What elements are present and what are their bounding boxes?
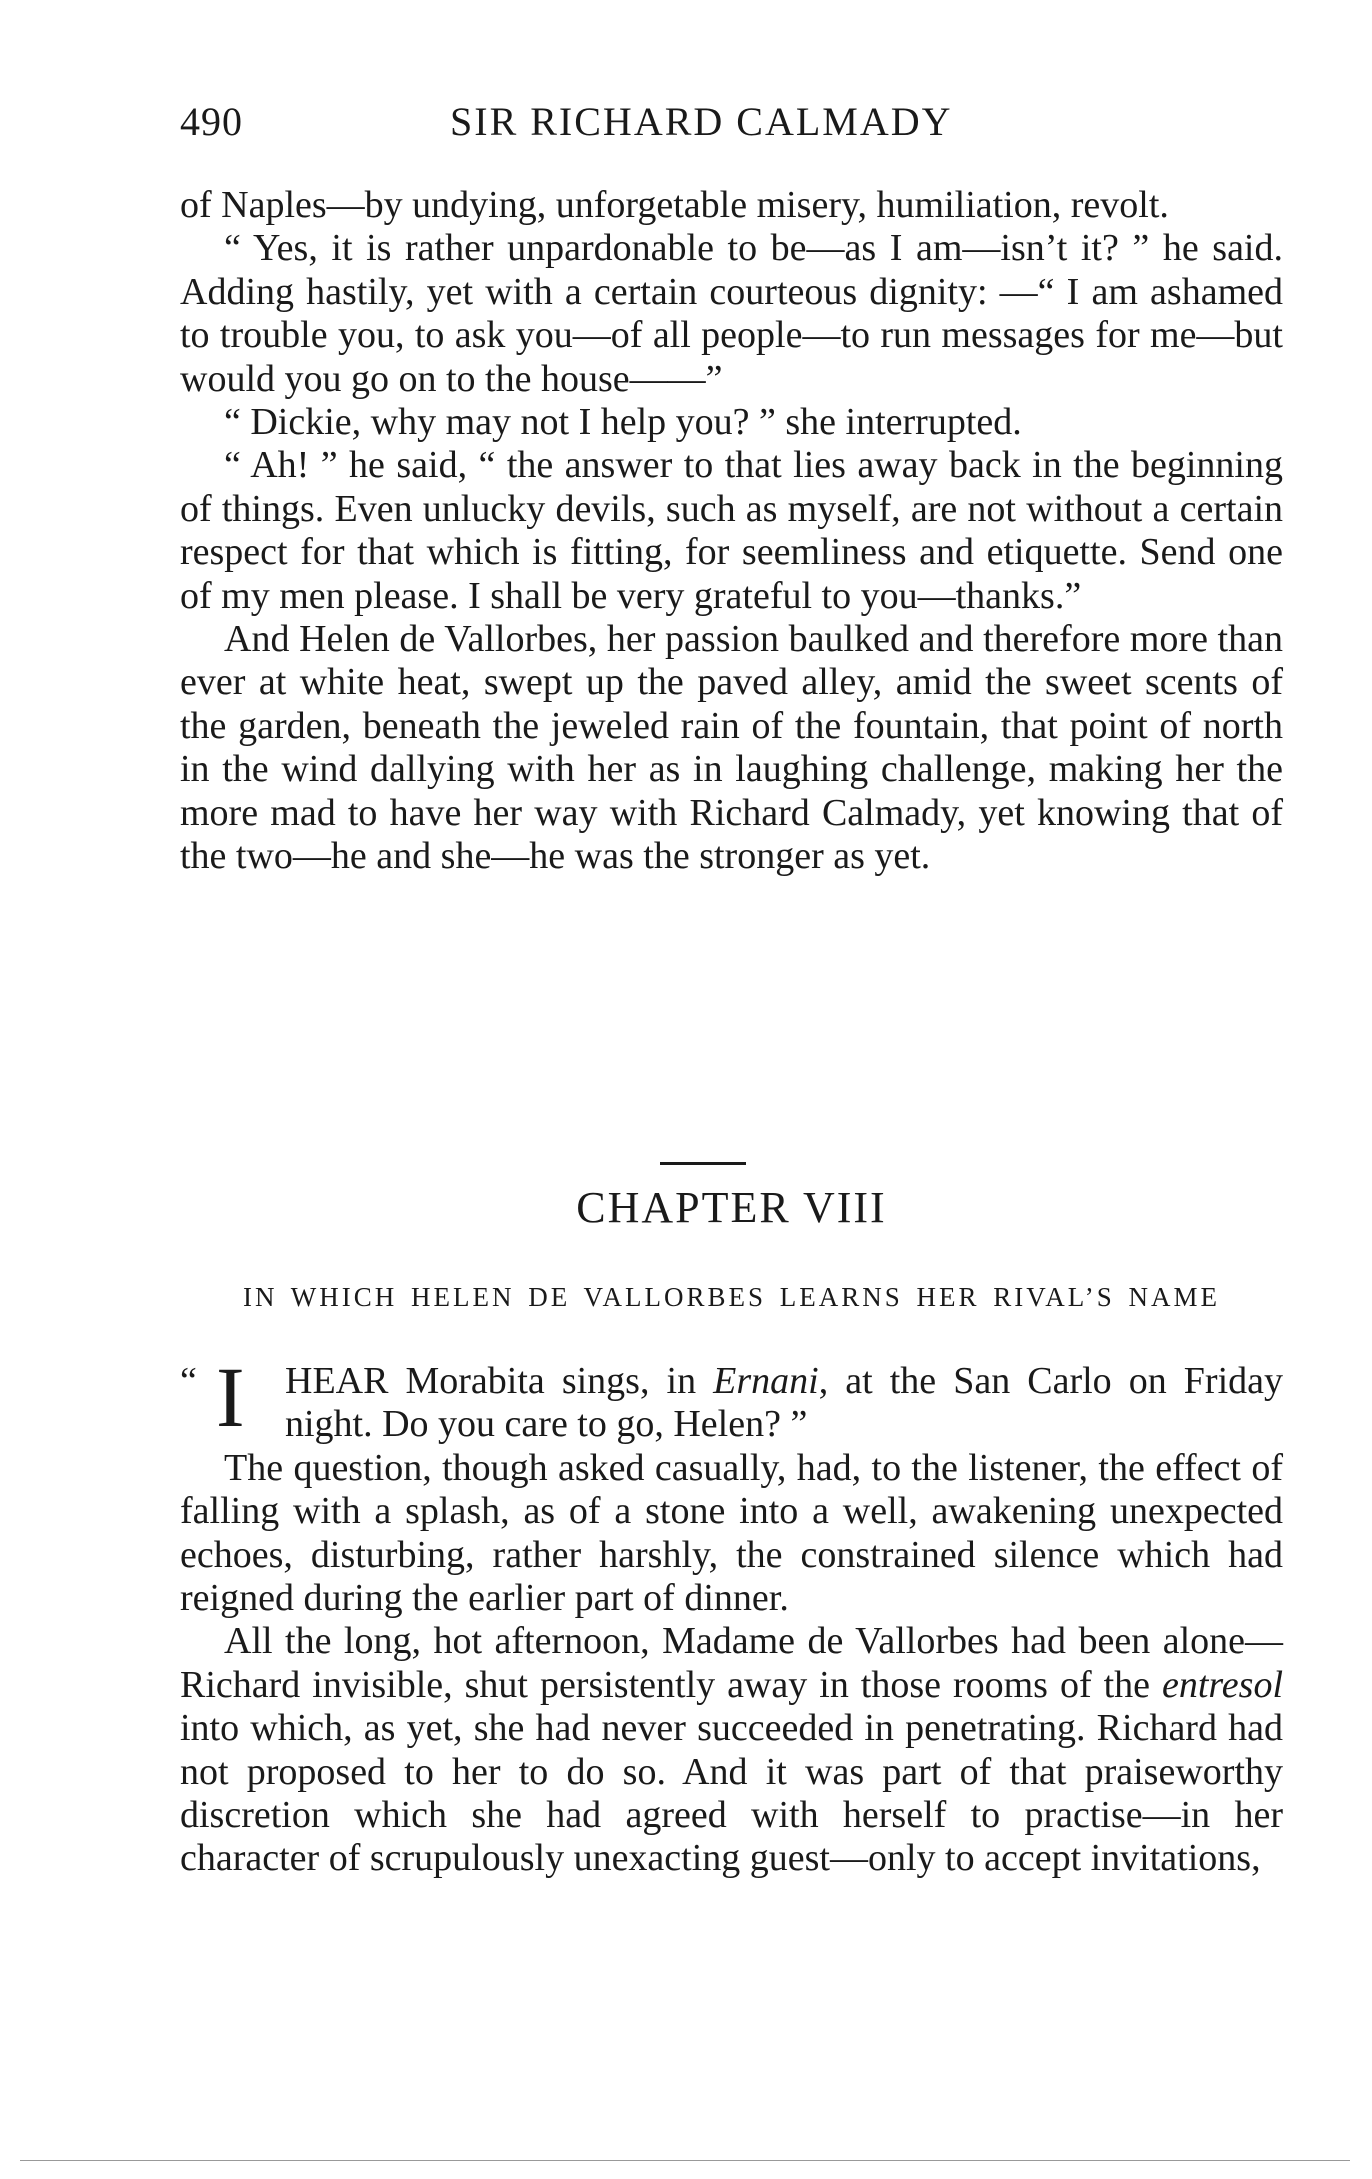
paragraph: “ Yes, it is rather unpardonable to be—as I am—isn’t it? ” he said. Adding hastily, yet with a certain courteous dignity: —“ I am ashamed to trouble you, to ask you—of all people—to run messages for me—but would you go on to the house——” [180,227,1283,400]
paragraph: And Helen de Vallorbes, her passion baulked and therefore more than ever at white heat, swept up the paved alley, amid the sweet scents of the garden, beneath the jeweled rain of the fountain, that point of north in the wind dallying with her as in laughing challenge, making her the more mad to have her way with Richard Calmady, yet knowing that of the two—he and she—he was the stronger as yet. [180,618,1283,878]
first-paragraph-text-b: , at the San Carlo on Friday night. Do you care to go, Helen? ” [285,1360,1283,1446]
paragraph: of Naples—by undying, unforgetable misery, humiliation, revolt. [180,184,1169,226]
opera-title: Ernani [713,1360,819,1402]
first-paragraph [180,1360,1283,1447]
drop-cap: I [216,1349,245,1445]
running-head [180,98,1283,148]
paragraph-text-a: All the long, hot afternoon, Madame de Vallorbes had been alone—Richard invisible, shut persistently away in those rooms of the [180,1620,1283,1706]
first-paragraph-text-a: HEAR Morabita sings, in [285,1360,714,1402]
text-block-bottom [180,1349,1283,1881]
paragraph: “ Dickie, why may not I help you? ” she interrupted. [224,401,1022,444]
chapter-subtitle: IN WHICH HELEN DE VALLORBES LEARNS HER RIVAL’S NAME [242,1282,1221,1312]
paragraph: “ Ah! ” he said, “ the answer to that lies away back in the beginning of things. Even unlucky devils, such as myself, are not without a certain respect for that which is fitting, for seemliness and etiquette. Send one of my men please. I shall be very grateful to you—thanks.” [180,444,1283,617]
chapter-title: CHAPTER VIII [576,1183,887,1232]
opening-quote: “ [180,1360,197,1402]
running-title: SIR RICHARD CALMADY [450,99,953,144]
paragraph-text-b: into which, as yet, she had never succeeded in penetrating. Richard had not proposed to her to do so. And it was part of that praiseworthy discretion which she had agreed with herself to practise—in her character of scrupulously unexacting guest—only to accept invitations, [180,1707,1283,1880]
page-bottom-edge [20,2160,1350,2161]
section-divider [660,1162,746,1165]
paragraph [180,1620,1283,1880]
text-block-top [180,184,1283,879]
italic-word: entresol [1161,1663,1283,1706]
paragraph: The question, though asked casually, had, to the listener, the effect of falling with a splash, as of a stone into a well, awakening unexpected echoes, disturbing, rather harshly, the constrained silence which had reigned during the earlier part of dinner. [180,1446,1283,1620]
page-number: 490 [180,99,243,144]
